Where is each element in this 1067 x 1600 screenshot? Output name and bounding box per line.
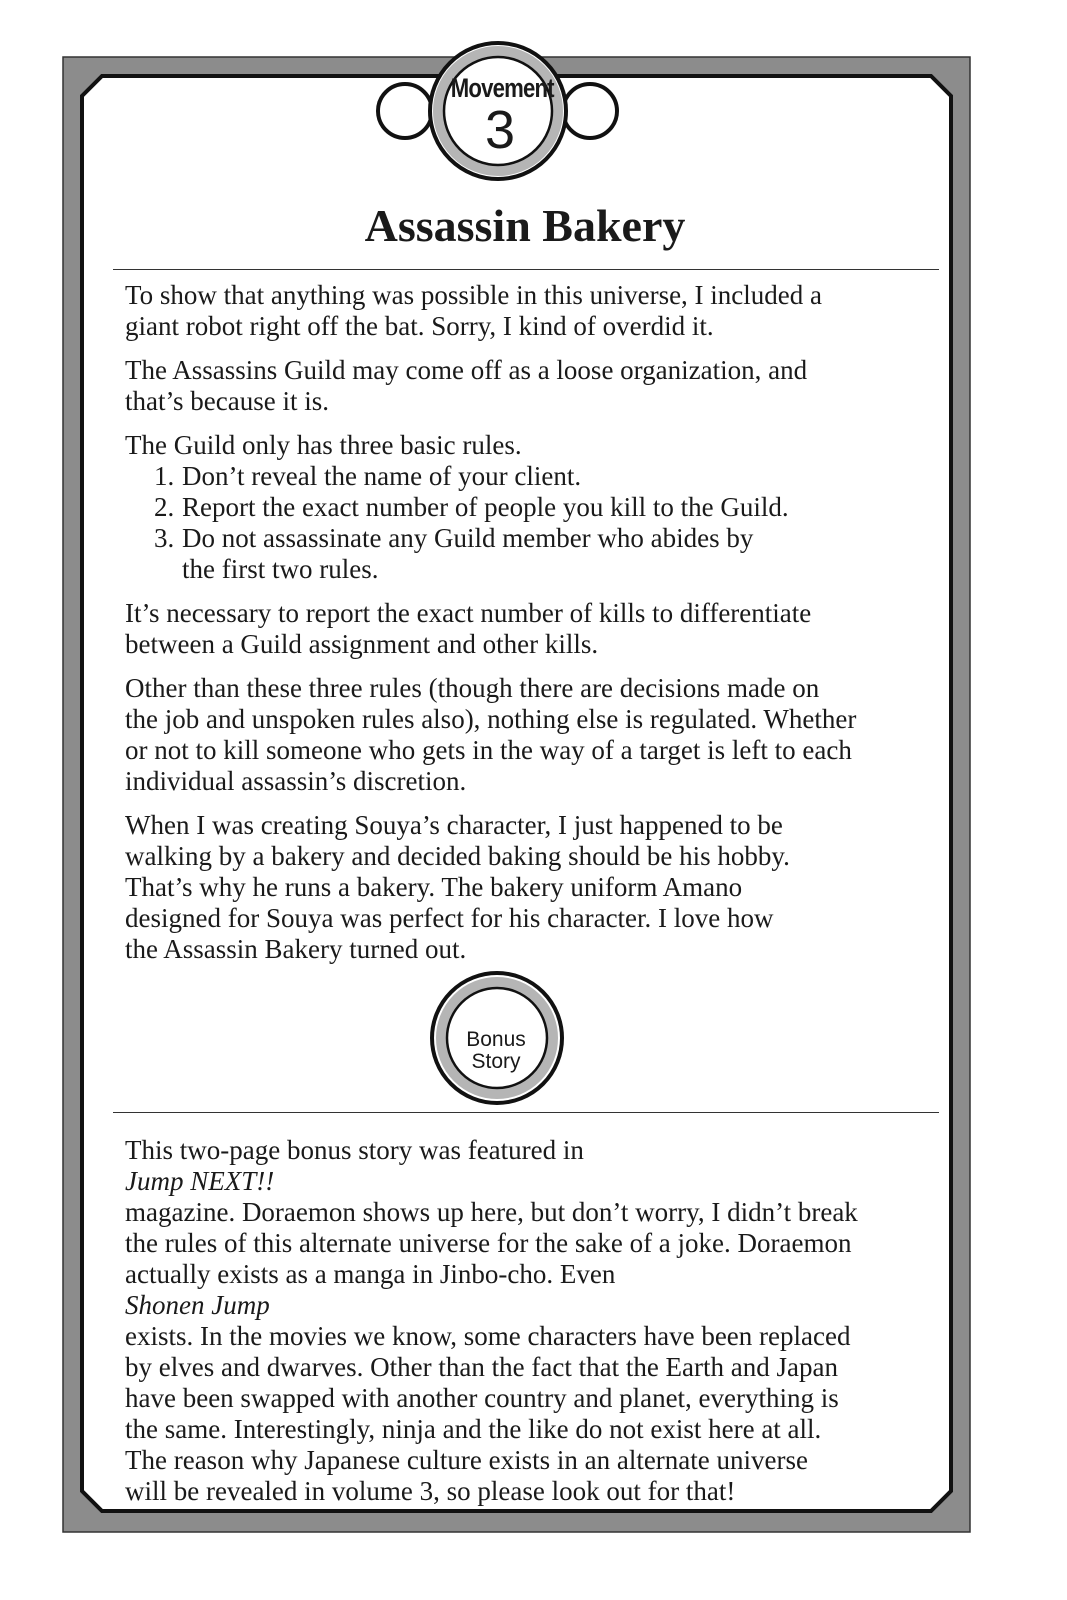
bonus-line: the rules of this alternate universe for the sake of a joke. Doraemon (125, 1228, 852, 1258)
paragraph-4: It’s necessary to report the exact number of kills to differentiate between a Guild assignment and other kills. (125, 598, 812, 659)
movement-badge-number: 3 (484, 100, 516, 160)
paragraph-1: To show that anything was possible in this universe, I included a giant robot right off the bat. Sorry, I kind of overdid it. (125, 280, 823, 341)
bonus-story-body (125, 1135, 940, 1507)
bonus-line: The reason why Japanese culture exists in an alternate universe (125, 1445, 808, 1475)
afterword-body (125, 280, 940, 978)
movement-badge-label: Movement (450, 73, 554, 103)
page-title: Assassin Bakery (364, 200, 686, 251)
bonus-line: This two-page bonus story was featured in Jump NEXT!! (125, 1135, 584, 1196)
magazine-title: Shonen Jump (125, 1290, 270, 1320)
bonus-story-badge-label: Bonus Story (466, 1028, 526, 1073)
bonus-line: by elves and dwarves. Other than the fact that the Earth and Japan (125, 1352, 838, 1382)
bonus-line: will be revealed in volume 3, so please look out for that! (125, 1476, 736, 1506)
rules-list (125, 461, 940, 585)
paragraph-6: When I was creating Souya’s character, I just happened to be walking by a bakery and decided baking should be his hobby. That’s why he runs a bakery. The bakery uniform Amano designed for Souya was perfect for his character. I love how the Assassin Bakery turned out. (125, 810, 790, 964)
paragraph-5: Other than these three rules (though there are decisions made on the job and unspoken rules also), nothing else is regulated. Whether or not to kill someone who gets in the way of a target is left to each individual assassin’s discretion. (125, 673, 857, 796)
bonus-line: have been swapped with another country and planet, everything is (125, 1383, 839, 1413)
bonus-divider (113, 1112, 939, 1113)
paragraph-2: The Assassins Guild may come off as a loose organization, and that’s because it is. (125, 355, 808, 416)
rules-intro: The Guild only has three basic rules. (125, 430, 522, 460)
bonus-line: actually exists as a manga in Jinbo-cho. Even Shonen Jump (125, 1259, 616, 1320)
paragraph-3 (125, 430, 940, 461)
rule-item: 2. Report the exact number of people you kill to the Guild. (154, 492, 789, 522)
bonus-line: magazine. Doraemon shows up here, but don’t worry, I didn’t break (125, 1197, 858, 1227)
magazine-title: Jump NEXT!! (125, 1166, 275, 1196)
bonus-line: exists. In the movies we know, some characters have been replaced (125, 1321, 851, 1351)
rule-item: 1. Don’t reveal the name of your client. (154, 461, 582, 491)
title-divider (113, 269, 939, 270)
bonus-line: the same. Interestingly, ninja and the like do not exist here at all. (125, 1414, 822, 1444)
rule-item: 3. Do not assassinate any Guild member who abides by the first two rules. (154, 523, 754, 584)
